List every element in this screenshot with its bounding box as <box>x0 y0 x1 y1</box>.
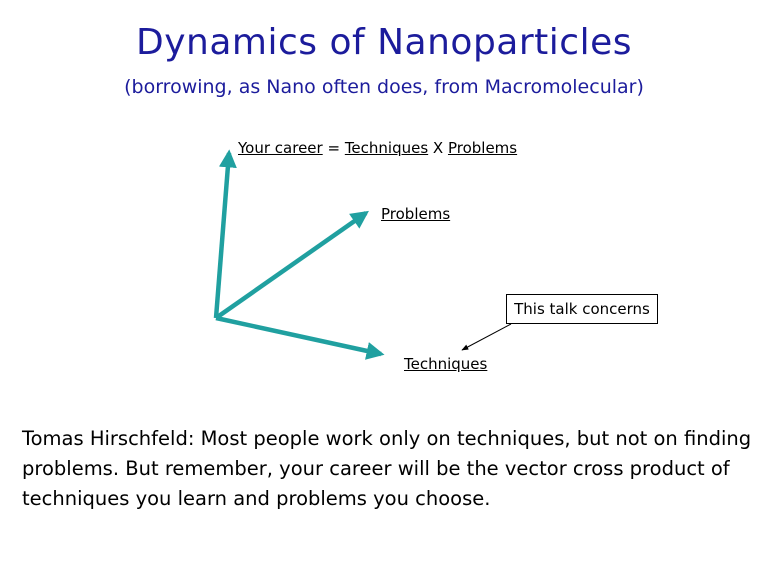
hirschfeld-quote: Tomas Hirschfeld: Most people work only on techniques, but not on finding problems. But remember, your career will be the vector cross product of techniques you learn and problems you choose. <box>22 427 752 510</box>
problems-term: Problems <box>447 139 518 157</box>
callout-box: This talk concerns <box>506 294 658 324</box>
times-sign: X <box>428 139 448 157</box>
techniques-vector-arrow <box>216 318 381 354</box>
callout-pointer-arrow <box>462 324 511 350</box>
slide-title: Dynamics of Nanoparticles <box>136 22 632 63</box>
slide-subtitle: (borrowing, as Nano often does, from Macromolecular) <box>124 76 644 98</box>
techniques-term: Techniques <box>344 139 429 157</box>
problems-vector-label: Problems <box>381 205 451 223</box>
problems-vector-arrow <box>216 213 366 318</box>
career-term: Your career <box>238 139 323 157</box>
career-vector-arrow <box>216 153 229 318</box>
equals-sign: = <box>322 139 345 157</box>
career-equation-label <box>238 139 517 157</box>
techniques-vector-label: Techniques <box>404 355 488 373</box>
